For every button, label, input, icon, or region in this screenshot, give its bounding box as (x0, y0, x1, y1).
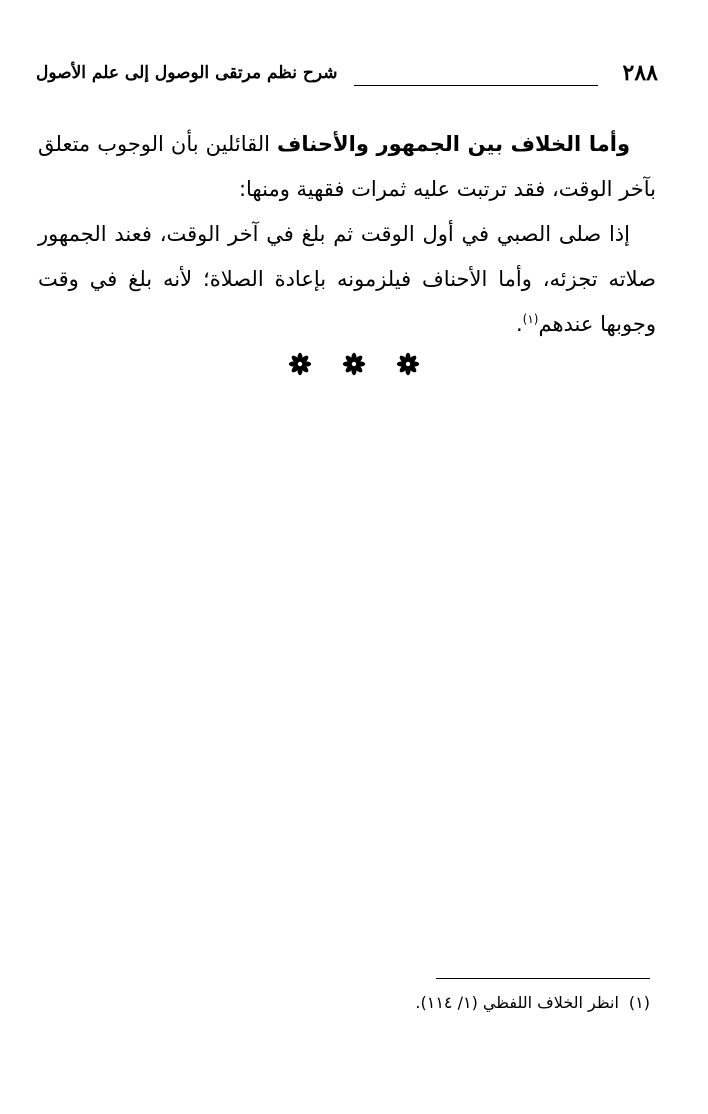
bold-phrase: وأما الخلاف بين الجمهور والأحناف (277, 132, 630, 156)
footnote-marker: (١) (628, 993, 650, 1012)
footnote (50, 990, 650, 1016)
flower-ornament-icon (288, 352, 312, 376)
flower-ornament-icon (342, 352, 366, 376)
paragraph-1-rest: القائلين بأن الوجوب متعلق بآخر الوقت، فقد ترتبت عليه ثمرات فقهية ومنها: (38, 132, 656, 201)
paragraph-2-end: . (515, 312, 523, 336)
paragraph-2 (38, 212, 656, 347)
footnote-text: انظر الخلاف اللفظي (١/ ١١٤). (415, 993, 619, 1012)
paragraph-2-main: إذا صلى الصبي في أول الوقت ثم بلغ في آخر الوقت، فعند الجمهور صلاته تجزئه، وأما الأحناف فيلزمونه بإعادة الصلاة؛ لأنه بلغ في وقت وجوبها عندهم (38, 222, 656, 336)
flower-ornament-icon (396, 352, 420, 376)
running-title: شرح نظم مرتقى الوصول إلى علم الأصول (36, 63, 338, 83)
header-rule (354, 85, 598, 86)
footnote-rule (436, 978, 650, 979)
section-separator (0, 352, 708, 382)
page-number: ٢٨٨ (622, 60, 658, 86)
paragraph-1 (38, 122, 656, 212)
page-header (36, 58, 658, 92)
body-text (38, 122, 656, 347)
footnote-reference[interactable]: (١) (522, 312, 539, 326)
